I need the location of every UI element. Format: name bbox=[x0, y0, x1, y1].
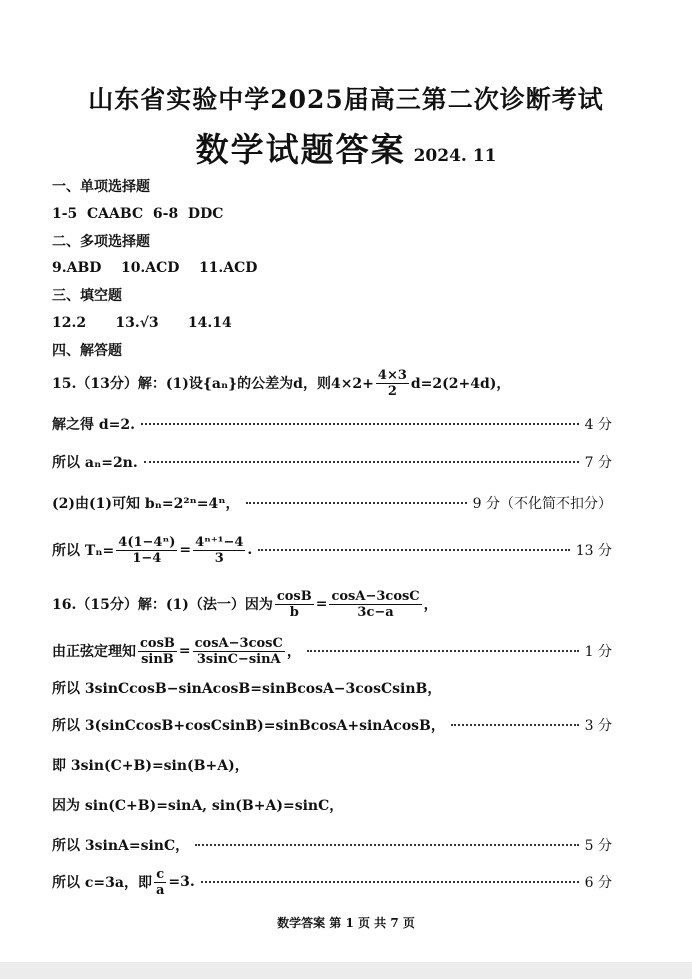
document-subtitle bbox=[0, 124, 692, 171]
line-text: =3. bbox=[168, 874, 195, 890]
score-label: 9 分（不化简不扣分） bbox=[472, 496, 612, 512]
fraction bbox=[193, 535, 245, 566]
line-text: 二、多项选择题 bbox=[52, 234, 150, 250]
dot-leader bbox=[307, 650, 579, 652]
score-label: 3 分 bbox=[584, 718, 612, 734]
fraction bbox=[138, 636, 177, 667]
fraction bbox=[275, 589, 314, 620]
answer-line bbox=[52, 493, 612, 513]
answer-line bbox=[52, 715, 612, 735]
line-text: 因为 sin(C+B)=sinA, sin(B+A)=sinC， bbox=[52, 798, 344, 814]
fraction-denominator: 1−4 bbox=[132, 550, 162, 566]
answer-line bbox=[52, 340, 122, 360]
answer-line bbox=[52, 452, 612, 472]
dot-leader bbox=[195, 844, 579, 846]
answer-line bbox=[52, 313, 232, 333]
date-text: 2024. 11 bbox=[413, 146, 497, 166]
line-text: d=2(2+4d)， bbox=[410, 376, 511, 392]
line-text: 三、填空题 bbox=[52, 288, 122, 304]
answer-line bbox=[52, 795, 343, 815]
line-text: 一、单项选择题 bbox=[52, 179, 150, 195]
score-label: 1 分 bbox=[584, 644, 612, 660]
fraction bbox=[329, 589, 421, 620]
subtitle-text: 数学试题答案 bbox=[195, 130, 406, 169]
line-text: 12.2 13.√3 14.14 bbox=[52, 315, 232, 331]
dot-leader bbox=[246, 502, 467, 504]
fraction-numerator: cosA−3cosC bbox=[331, 588, 420, 604]
answer-line bbox=[52, 204, 223, 224]
line-text: 16.（15分）解：(1)（法一）因为 bbox=[52, 597, 273, 613]
fraction-denominator: 3 bbox=[214, 550, 224, 566]
answer-line bbox=[52, 678, 441, 698]
score-label: 4 分 bbox=[584, 417, 612, 433]
answer-line bbox=[52, 755, 249, 775]
line-text: 即 3sin(C+B)=sin(B+A)， bbox=[52, 758, 249, 774]
fraction-numerator: cosA−3cosC bbox=[194, 635, 283, 651]
line-text: (2)由(1)可知 bₙ=2²ⁿ=4ⁿ， bbox=[52, 496, 240, 512]
line-text: = bbox=[179, 542, 192, 558]
bottom-strip bbox=[0, 962, 692, 979]
fraction-numerator: 4×3 bbox=[377, 367, 407, 383]
line-text: 9.ABD 10.ACD 11.ACD bbox=[52, 260, 258, 276]
dot-leader bbox=[144, 461, 579, 463]
document-title: 山东省实验中学2025届高三第二次诊断考试 bbox=[88, 85, 604, 114]
line-text: = bbox=[315, 596, 328, 612]
answer-line bbox=[52, 285, 122, 305]
score-label: 6 分 bbox=[584, 875, 612, 891]
dot-leader bbox=[201, 881, 579, 883]
line-text: ， bbox=[423, 597, 438, 613]
fraction-numerator: cosB bbox=[276, 588, 312, 604]
line-text: 四、解答题 bbox=[52, 343, 122, 359]
line-text: 所以 3sinCcosB−sinAcosB=sinBcosA−3cosCsinB， bbox=[52, 681, 442, 697]
fraction-denominator: b bbox=[289, 604, 299, 620]
line-text: 解之得 d=2. bbox=[52, 417, 136, 433]
fraction bbox=[193, 636, 285, 667]
fraction-numerator: c bbox=[156, 866, 165, 882]
line-text: 所以 Tₙ= bbox=[52, 543, 115, 559]
answer-line bbox=[52, 866, 612, 898]
answer-line bbox=[52, 588, 438, 620]
fraction-denominator: 3c−a bbox=[357, 604, 394, 620]
answer-line bbox=[52, 534, 612, 566]
fraction-denominator: 2 bbox=[387, 383, 397, 399]
line-text: 所以 3sinA=sinC， bbox=[52, 838, 190, 854]
fraction-numerator: cosB bbox=[140, 635, 175, 651]
fraction-denominator: sinB bbox=[141, 651, 174, 667]
line-text: . bbox=[247, 542, 253, 558]
score-label: 5 分 bbox=[584, 838, 612, 854]
answer-line bbox=[52, 258, 257, 278]
line-text: 15.（13分）解：(1)设{aₙ}的公差为d，则4×2+ bbox=[52, 376, 374, 392]
line-text: 所以 3(sinCcosB+cosCsinB)=sinBcosA+sinAcosB， bbox=[52, 718, 445, 734]
score-label: 13 分 bbox=[575, 543, 612, 559]
line-text: 1-5 CAABC 6-8 DDC bbox=[52, 206, 224, 222]
fraction-numerator: 4ⁿ⁺¹−4 bbox=[195, 534, 244, 550]
dot-leader bbox=[451, 724, 579, 726]
fraction-denominator: 3sinC−sinA bbox=[196, 651, 281, 667]
line-text: 所以 c=3a，即 bbox=[52, 875, 152, 891]
answer-line bbox=[52, 176, 150, 196]
dot-leader bbox=[141, 423, 579, 425]
answer-line bbox=[52, 835, 612, 855]
fraction bbox=[116, 535, 177, 566]
score-label: 7 分 bbox=[584, 455, 612, 471]
line-text: 由正弦定理知 bbox=[52, 644, 136, 660]
fraction bbox=[376, 368, 409, 399]
line-text: = bbox=[178, 643, 191, 659]
answer-line bbox=[52, 635, 612, 667]
fraction-numerator: 4(1−4ⁿ) bbox=[118, 534, 176, 550]
dot-leader bbox=[258, 549, 569, 551]
answer-line bbox=[52, 231, 150, 251]
page-footer: 数学答案 第 1 页 共 7 页 bbox=[277, 916, 415, 930]
line-text: 所以 aₙ=2n. bbox=[52, 455, 138, 471]
answer-line bbox=[52, 367, 511, 399]
fraction-denominator: a bbox=[155, 882, 165, 898]
fraction bbox=[154, 867, 166, 898]
answer-line bbox=[52, 414, 612, 434]
line-text: ， bbox=[286, 644, 301, 660]
